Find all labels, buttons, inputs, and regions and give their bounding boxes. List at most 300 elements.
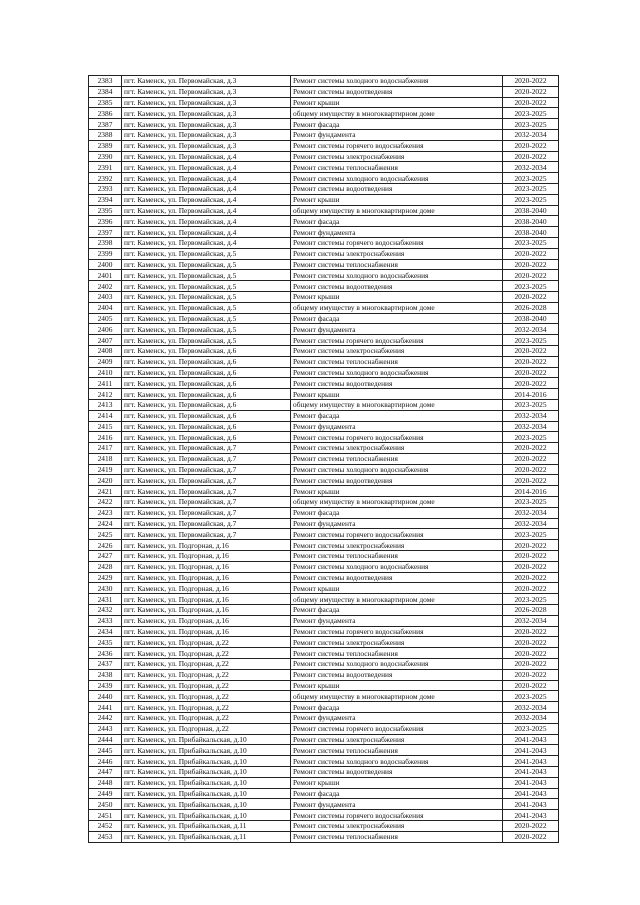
row-number: 2422 xyxy=(89,497,122,508)
period-cell: 2032-2034 xyxy=(503,518,559,529)
period-cell: 2041-2043 xyxy=(503,734,559,745)
row-number: 2404 xyxy=(89,302,122,313)
address-cell: пгт. Каменск, ул. Первомайская, д.7 xyxy=(122,529,291,540)
table-row xyxy=(89,421,559,432)
row-number: 2449 xyxy=(89,788,122,799)
row-number: 2387 xyxy=(89,119,122,130)
work-type-cell: Ремонт фасада xyxy=(291,410,503,421)
table-row xyxy=(89,723,559,734)
row-number: 2409 xyxy=(89,356,122,367)
work-type-cell: Ремонт системы электроснабжения xyxy=(291,443,503,454)
table-row xyxy=(89,194,559,205)
table-row xyxy=(89,572,559,583)
row-number: 2445 xyxy=(89,745,122,756)
work-type-cell: Ремонт системы горячего водоснабжения xyxy=(291,432,503,443)
work-type-cell: Ремонт системы холодного водоснабжения xyxy=(291,76,503,87)
table-row xyxy=(89,140,559,151)
table-row xyxy=(89,129,559,140)
row-number: 2384 xyxy=(89,86,122,97)
work-type-cell: Ремонт системы электроснабжения xyxy=(291,637,503,648)
period-cell: 2032-2034 xyxy=(503,507,559,518)
period-cell: 2020-2022 xyxy=(503,443,559,454)
period-cell: 2020-2022 xyxy=(503,248,559,259)
row-number: 2448 xyxy=(89,777,122,788)
address-cell: пгт. Каменск, ул. Первомайская, д.5 xyxy=(122,248,291,259)
address-cell: пгт. Каменск, ул. Первомайская, д.5 xyxy=(122,313,291,324)
period-cell: 2041-2043 xyxy=(503,788,559,799)
period-cell: 2041-2043 xyxy=(503,810,559,821)
table-row xyxy=(89,810,559,821)
table-row xyxy=(89,378,559,389)
table-row xyxy=(89,659,559,670)
work-type-cell: Ремонт фундамента xyxy=(291,615,503,626)
table-row xyxy=(89,583,559,594)
period-cell: 2038-2040 xyxy=(503,227,559,238)
row-number: 2427 xyxy=(89,551,122,562)
row-number: 2430 xyxy=(89,583,122,594)
row-number: 2425 xyxy=(89,529,122,540)
address-cell: пгт. Каменск, ул. Первомайская, д.7 xyxy=(122,518,291,529)
table-row xyxy=(89,507,559,518)
row-number: 2440 xyxy=(89,691,122,702)
row-number: 2424 xyxy=(89,518,122,529)
row-number: 2392 xyxy=(89,173,122,184)
table-row xyxy=(89,259,559,270)
period-cell: 2020-2022 xyxy=(503,378,559,389)
period-cell: 2020-2022 xyxy=(503,475,559,486)
table-row xyxy=(89,497,559,508)
table-row xyxy=(89,831,559,842)
work-type-cell: Ремонт фундамента xyxy=(291,227,503,238)
table-row xyxy=(89,205,559,216)
table-row xyxy=(89,248,559,259)
table-row xyxy=(89,788,559,799)
row-number: 2412 xyxy=(89,389,122,400)
row-number: 2437 xyxy=(89,659,122,670)
table-row xyxy=(89,680,559,691)
period-cell: 2020-2022 xyxy=(503,464,559,475)
table-row xyxy=(89,216,559,227)
period-cell: 2023-2025 xyxy=(503,335,559,346)
table-row xyxy=(89,313,559,324)
row-number: 2391 xyxy=(89,162,122,173)
row-number: 2395 xyxy=(89,205,122,216)
address-cell: пгт. Каменск, ул. Первомайская, д.6 xyxy=(122,367,291,378)
row-number: 2396 xyxy=(89,216,122,227)
period-cell: 2020-2022 xyxy=(503,453,559,464)
table-row xyxy=(89,561,559,572)
address-cell: пгт. Каменск, ул. Подгорная, д.22 xyxy=(122,713,291,724)
work-type-cell: Ремонт крыши xyxy=(291,777,503,788)
address-cell: пгт. Каменск, ул. Подгорная, д.22 xyxy=(122,723,291,734)
period-cell: 2038-2040 xyxy=(503,216,559,227)
work-type-cell: Ремонт крыши xyxy=(291,194,503,205)
period-cell: 2020-2022 xyxy=(503,367,559,378)
address-cell: пгт. Каменск, ул. Прибайкальская, д.10 xyxy=(122,745,291,756)
period-cell: 2023-2025 xyxy=(503,119,559,130)
row-number: 2415 xyxy=(89,421,122,432)
table-row xyxy=(89,799,559,810)
work-type-cell: Ремонт системы теплоснабжения xyxy=(291,453,503,464)
period-cell: 2020-2022 xyxy=(503,659,559,670)
address-cell: пгт. Каменск, ул. Первомайская, д.4 xyxy=(122,237,291,248)
period-cell: 2023-2025 xyxy=(503,594,559,605)
row-number: 2416 xyxy=(89,432,122,443)
address-cell: пгт. Каменск, ул. Первомайская, д.3 xyxy=(122,97,291,108)
period-cell: 2023-2025 xyxy=(503,399,559,410)
address-cell: пгт. Каменск, ул. Первомайская, д.7 xyxy=(122,475,291,486)
work-type-cell: общему имуществу в многоквартирном доме xyxy=(291,594,503,605)
period-cell: 2020-2022 xyxy=(503,551,559,562)
work-type-cell: Ремонт системы холодного водоснабжения xyxy=(291,659,503,670)
address-cell: пгт. Каменск, ул. Подгорная, д.16 xyxy=(122,615,291,626)
address-cell: пгт. Каменск, ул. Первомайская, д.5 xyxy=(122,302,291,313)
address-cell: пгт. Каменск, ул. Прибайкальская, д.10 xyxy=(122,777,291,788)
period-cell: 2020-2022 xyxy=(503,259,559,270)
work-type-cell: Ремонт крыши xyxy=(291,583,503,594)
address-cell: пгт. Каменск, ул. Первомайская, д.7 xyxy=(122,507,291,518)
table-row xyxy=(89,734,559,745)
table-row xyxy=(89,119,559,130)
period-cell: 2032-2034 xyxy=(503,615,559,626)
row-number: 2410 xyxy=(89,367,122,378)
address-cell: пгт. Каменск, ул. Первомайская, д.3 xyxy=(122,76,291,87)
table-row xyxy=(89,389,559,400)
work-type-cell: Ремонт системы теплоснабжения xyxy=(291,551,503,562)
address-cell: пгт. Каменск, ул. Подгорная, д.16 xyxy=(122,572,291,583)
address-cell: пгт. Каменск, ул. Прибайкальская, д.11 xyxy=(122,831,291,842)
table-row xyxy=(89,626,559,637)
table-row xyxy=(89,291,559,302)
address-cell: пгт. Каменск, ул. Первомайская, д.4 xyxy=(122,227,291,238)
work-type-cell: общему имуществу в многоквартирном доме xyxy=(291,691,503,702)
address-cell: пгт. Каменск, ул. Подгорная, д.22 xyxy=(122,669,291,680)
work-type-cell: Ремонт крыши xyxy=(291,680,503,691)
row-number: 2432 xyxy=(89,605,122,616)
row-number: 2402 xyxy=(89,281,122,292)
work-type-cell: Ремонт системы горячего водоснабжения xyxy=(291,810,503,821)
period-cell: 2023-2025 xyxy=(503,529,559,540)
document-table xyxy=(88,75,559,843)
address-cell: пгт. Каменск, ул. Первомайская, д.7 xyxy=(122,453,291,464)
row-number: 2447 xyxy=(89,767,122,778)
period-cell: 2020-2022 xyxy=(503,572,559,583)
row-number: 2435 xyxy=(89,637,122,648)
period-cell: 2041-2043 xyxy=(503,767,559,778)
work-type-cell: общему имуществу в многоквартирном доме xyxy=(291,302,503,313)
period-cell: 2020-2022 xyxy=(503,583,559,594)
row-number: 2426 xyxy=(89,540,122,551)
period-cell: 2014-2016 xyxy=(503,389,559,400)
period-cell: 2038-2040 xyxy=(503,205,559,216)
table-row xyxy=(89,529,559,540)
address-cell: пгт. Каменск, ул. Первомайская, д.7 xyxy=(122,443,291,454)
address-cell: пгт. Каменск, ул. Первомайская, д.4 xyxy=(122,151,291,162)
period-cell: 2020-2022 xyxy=(503,561,559,572)
table-row xyxy=(89,108,559,119)
work-type-cell: Ремонт системы горячего водоснабжения xyxy=(291,723,503,734)
table-row xyxy=(89,97,559,108)
table-row xyxy=(89,399,559,410)
work-type-cell: Ремонт системы холодного водоснабжения xyxy=(291,270,503,281)
table-row xyxy=(89,356,559,367)
address-cell: пгт. Каменск, ул. Подгорная, д.16 xyxy=(122,583,291,594)
address-cell: пгт. Каменск, ул. Первомайская, д.5 xyxy=(122,335,291,346)
table-row xyxy=(89,713,559,724)
row-number: 2408 xyxy=(89,345,122,356)
row-number: 2397 xyxy=(89,227,122,238)
address-cell: пгт. Каменск, ул. Первомайская, д.5 xyxy=(122,324,291,335)
table-row xyxy=(89,756,559,767)
work-type-cell: Ремонт системы холодного водоснабжения xyxy=(291,756,503,767)
address-cell: пгт. Каменск, ул. Первомайская, д.3 xyxy=(122,119,291,130)
table-row xyxy=(89,540,559,551)
work-type-cell: Ремонт фундамента xyxy=(291,799,503,810)
address-cell: пгт. Каменск, ул. Первомайская, д.4 xyxy=(122,183,291,194)
work-type-cell: Ремонт системы горячего водоснабжения xyxy=(291,626,503,637)
work-type-cell: Ремонт системы водоотведения xyxy=(291,572,503,583)
period-cell: 2020-2022 xyxy=(503,270,559,281)
period-cell: 2032-2034 xyxy=(503,162,559,173)
address-cell: пгт. Каменск, ул. Прибайкальская, д.11 xyxy=(122,820,291,831)
address-cell: пгт. Каменск, ул. Первомайская, д.5 xyxy=(122,270,291,281)
row-number: 2385 xyxy=(89,97,122,108)
address-cell: пгт. Каменск, ул. Прибайкальская, д.10 xyxy=(122,788,291,799)
table-row xyxy=(89,281,559,292)
table-row xyxy=(89,820,559,831)
table-row xyxy=(89,410,559,421)
row-number: 2436 xyxy=(89,648,122,659)
work-type-cell: Ремонт системы водоотведения xyxy=(291,378,503,389)
period-cell: 2032-2034 xyxy=(503,713,559,724)
address-cell: пгт. Каменск, ул. Прибайкальская, д.10 xyxy=(122,799,291,810)
period-cell: 2041-2043 xyxy=(503,745,559,756)
row-number: 2418 xyxy=(89,453,122,464)
row-number: 2453 xyxy=(89,831,122,842)
work-type-cell: общему имуществу в многоквартирном доме xyxy=(291,497,503,508)
work-type-cell: Ремонт фасада xyxy=(291,119,503,130)
row-number: 2406 xyxy=(89,324,122,335)
address-cell: пгт. Каменск, ул. Первомайская, д.4 xyxy=(122,194,291,205)
address-cell: пгт. Каменск, ул. Первомайская, д.4 xyxy=(122,205,291,216)
address-cell: пгт. Каменск, ул. Первомайская, д.7 xyxy=(122,486,291,497)
table-row xyxy=(89,86,559,97)
work-type-cell: Ремонт системы водоотведения xyxy=(291,183,503,194)
row-number: 2398 xyxy=(89,237,122,248)
period-cell: 2032-2034 xyxy=(503,129,559,140)
period-cell: 2023-2025 xyxy=(503,108,559,119)
row-number: 2423 xyxy=(89,507,122,518)
row-number: 2434 xyxy=(89,626,122,637)
work-type-cell: Ремонт системы водоотведения xyxy=(291,475,503,486)
address-cell: пгт. Каменск, ул. Подгорная, д.22 xyxy=(122,691,291,702)
table-body xyxy=(89,76,559,843)
row-number: 2399 xyxy=(89,248,122,259)
work-type-cell: Ремонт системы электроснабжения xyxy=(291,345,503,356)
table-row xyxy=(89,367,559,378)
address-cell: пгт. Каменск, ул. Подгорная, д.22 xyxy=(122,637,291,648)
work-type-cell: Ремонт системы электроснабжения xyxy=(291,820,503,831)
work-type-cell: Ремонт крыши xyxy=(291,291,503,302)
row-number: 2386 xyxy=(89,108,122,119)
table-row xyxy=(89,227,559,238)
period-cell: 2020-2022 xyxy=(503,356,559,367)
row-number: 2438 xyxy=(89,669,122,680)
work-type-cell: Ремонт фасада xyxy=(291,788,503,799)
address-cell: пгт. Каменск, ул. Прибайкальская, д.10 xyxy=(122,756,291,767)
work-type-cell: Ремонт фасада xyxy=(291,313,503,324)
row-number: 2417 xyxy=(89,443,122,454)
period-cell: 2023-2025 xyxy=(503,173,559,184)
row-number: 2394 xyxy=(89,194,122,205)
table-row xyxy=(89,345,559,356)
row-number: 2439 xyxy=(89,680,122,691)
period-cell: 2020-2022 xyxy=(503,831,559,842)
address-cell: пгт. Каменск, ул. Прибайкальская, д.10 xyxy=(122,734,291,745)
period-cell: 2032-2034 xyxy=(503,702,559,713)
period-cell: 2020-2022 xyxy=(503,76,559,87)
period-cell: 2020-2022 xyxy=(503,97,559,108)
table-row xyxy=(89,767,559,778)
work-type-cell: Ремонт системы горячего водоснабжения xyxy=(291,335,503,346)
row-number: 2431 xyxy=(89,594,122,605)
table-row xyxy=(89,162,559,173)
period-cell: 2023-2025 xyxy=(503,723,559,734)
period-cell: 2038-2040 xyxy=(503,313,559,324)
period-cell: 2020-2022 xyxy=(503,86,559,97)
table-row xyxy=(89,302,559,313)
table-row xyxy=(89,453,559,464)
period-cell: 2041-2043 xyxy=(503,799,559,810)
work-type-cell: Ремонт системы теплоснабжения xyxy=(291,831,503,842)
table-row xyxy=(89,637,559,648)
work-type-cell: Ремонт фасада xyxy=(291,216,503,227)
address-cell: пгт. Каменск, ул. Первомайская, д.3 xyxy=(122,140,291,151)
period-cell: 2020-2022 xyxy=(503,820,559,831)
row-number: 2450 xyxy=(89,799,122,810)
table-row xyxy=(89,702,559,713)
period-cell: 2020-2022 xyxy=(503,140,559,151)
row-number: 2446 xyxy=(89,756,122,767)
row-number: 2401 xyxy=(89,270,122,281)
row-number: 2389 xyxy=(89,140,122,151)
work-type-cell: Ремонт системы водоотведения xyxy=(291,767,503,778)
address-cell: пгт. Каменск, ул. Первомайская, д.5 xyxy=(122,291,291,302)
work-type-cell: Ремонт системы теплоснабжения xyxy=(291,745,503,756)
row-number: 2441 xyxy=(89,702,122,713)
period-cell: 2020-2022 xyxy=(503,291,559,302)
work-type-cell: Ремонт фундамента xyxy=(291,518,503,529)
address-cell: пгт. Каменск, ул. Первомайская, д.6 xyxy=(122,410,291,421)
period-cell: 2032-2034 xyxy=(503,421,559,432)
work-type-cell: Ремонт системы теплоснабжения xyxy=(291,259,503,270)
work-type-cell: Ремонт фундамента xyxy=(291,421,503,432)
row-number: 2390 xyxy=(89,151,122,162)
address-cell: пгт. Каменск, ул. Подгорная, д.16 xyxy=(122,626,291,637)
period-cell: 2020-2022 xyxy=(503,669,559,680)
work-type-cell: Ремонт системы теплоснабжения xyxy=(291,162,503,173)
work-type-cell: Ремонт фундамента xyxy=(291,129,503,140)
work-type-cell: Ремонт системы водоотведения xyxy=(291,86,503,97)
period-cell: 2026-2028 xyxy=(503,302,559,313)
table-row xyxy=(89,745,559,756)
work-type-cell: Ремонт системы холодного водоснабжения xyxy=(291,464,503,475)
address-cell: пгт. Каменск, ул. Первомайская, д.3 xyxy=(122,108,291,119)
work-type-cell: Ремонт системы водоотведения xyxy=(291,669,503,680)
address-cell: пгт. Каменск, ул. Подгорная, д.16 xyxy=(122,561,291,572)
table-row xyxy=(89,335,559,346)
table-row xyxy=(89,151,559,162)
period-cell: 2020-2022 xyxy=(503,345,559,356)
row-number: 2420 xyxy=(89,475,122,486)
table-row xyxy=(89,432,559,443)
period-cell: 2020-2022 xyxy=(503,540,559,551)
table-row xyxy=(89,777,559,788)
table-row xyxy=(89,615,559,626)
work-type-cell: Ремонт фасада xyxy=(291,605,503,616)
period-cell: 2023-2025 xyxy=(503,194,559,205)
work-type-cell: Ремонт системы холодного водоснабжения xyxy=(291,173,503,184)
table-row xyxy=(89,551,559,562)
row-number: 2411 xyxy=(89,378,122,389)
table-row xyxy=(89,648,559,659)
address-cell: пгт. Каменск, ул. Подгорная, д.22 xyxy=(122,659,291,670)
address-cell: пгт. Каменск, ул. Подгорная, д.22 xyxy=(122,680,291,691)
table-row xyxy=(89,183,559,194)
address-cell: пгт. Каменск, ул. Первомайская, д.4 xyxy=(122,162,291,173)
row-number: 2400 xyxy=(89,259,122,270)
address-cell: пгт. Каменск, ул. Первомайская, д.6 xyxy=(122,399,291,410)
row-number: 2419 xyxy=(89,464,122,475)
row-number: 2429 xyxy=(89,572,122,583)
work-type-cell: Ремонт фасада xyxy=(291,507,503,518)
work-type-cell: Ремонт системы водоотведения xyxy=(291,281,503,292)
period-cell: 2023-2025 xyxy=(503,237,559,248)
table-row xyxy=(89,443,559,454)
table-row xyxy=(89,173,559,184)
address-cell: пгт. Каменск, ул. Первомайская, д.6 xyxy=(122,345,291,356)
table-row xyxy=(89,691,559,702)
table-row xyxy=(89,518,559,529)
work-type-cell: Ремонт системы холодного водоснабжения xyxy=(291,367,503,378)
address-cell: пгт. Каменск, ул. Прибайкальская, д.10 xyxy=(122,767,291,778)
row-number: 2433 xyxy=(89,615,122,626)
address-cell: пгт. Каменск, ул. Прибайкальская, д.10 xyxy=(122,810,291,821)
work-type-cell: общему имуществу в многоквартирном доме xyxy=(291,399,503,410)
work-type-cell: общему имуществу в многоквартирном доме xyxy=(291,108,503,119)
work-type-cell: Ремонт системы теплоснабжения xyxy=(291,648,503,659)
table-row xyxy=(89,594,559,605)
address-cell: пгт. Каменск, ул. Первомайская, д.5 xyxy=(122,281,291,292)
address-cell: пгт. Каменск, ул. Первомайская, д.6 xyxy=(122,356,291,367)
row-number: 2444 xyxy=(89,734,122,745)
address-cell: пгт. Каменск, ул. Подгорная, д.16 xyxy=(122,594,291,605)
row-number: 2451 xyxy=(89,810,122,821)
period-cell: 2014-2016 xyxy=(503,486,559,497)
row-number: 2407 xyxy=(89,335,122,346)
address-cell: пгт. Каменск, ул. Подгорная, д.16 xyxy=(122,551,291,562)
work-type-cell: Ремонт системы электроснабжения xyxy=(291,540,503,551)
row-number: 2383 xyxy=(89,76,122,87)
period-cell: 2020-2022 xyxy=(503,151,559,162)
period-cell: 2023-2025 xyxy=(503,691,559,702)
period-cell: 2023-2025 xyxy=(503,497,559,508)
address-cell: пгт. Каменск, ул. Первомайская, д.3 xyxy=(122,129,291,140)
address-cell: пгт. Каменск, ул. Первомайская, д.7 xyxy=(122,464,291,475)
address-cell: пгт. Каменск, ул. Первомайская, д.6 xyxy=(122,432,291,443)
work-type-cell: Ремонт крыши xyxy=(291,486,503,497)
address-cell: пгт. Каменск, ул. Подгорная, д.16 xyxy=(122,540,291,551)
